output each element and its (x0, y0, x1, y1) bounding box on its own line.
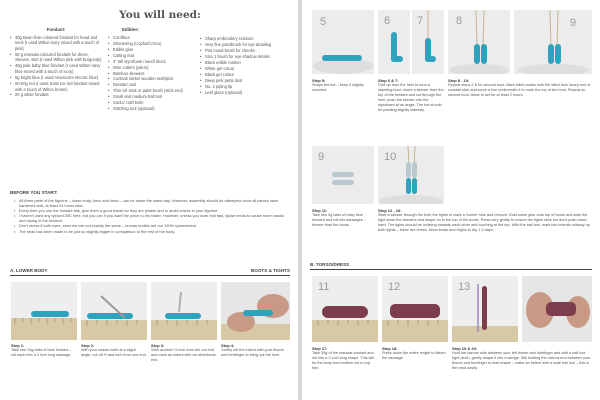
step-8-10-title: Step 8 - 10: (448, 78, 470, 83)
photo-number-8: 8 (456, 15, 463, 27)
photo-number-9-top: 9 (570, 17, 577, 29)
list-item: • Every time you use the fondant bits, give them a good knead so they are pliable and to avoid cracks in your figurine. (14, 208, 290, 213)
photo-number-7: 7 (417, 15, 424, 27)
tools-list (200, 36, 292, 95)
step-19-20-text: Hold the narrow side between your left thumb and forefinger and with a ball tool right pinch, gently shape it into a wedge. Still holding the narrow end between your thumb and forefinger to lead shape – make an indent with a wide ball tool – this is the neck cavity. (452, 351, 591, 370)
list-item: • Thin cel stick or paint brush (stick end) (108, 88, 198, 94)
step-8-photo (448, 10, 510, 74)
page-title: You will need: (119, 9, 201, 21)
fondant-column (10, 27, 102, 98)
list-item: • 4" tall styrofoam round/ block (108, 59, 198, 65)
list-item: • Cornflour (108, 35, 198, 41)
step-2-title: Step 2: (81, 343, 95, 348)
list-item: • Don't stress if both eyes, arms etc are not exactly the same – human bodies are not 100% symmetrical. (14, 223, 290, 228)
torso-label: B. TORSO/DRESS (310, 262, 350, 267)
list-item: • The head has been made to be just so slightly bigger in comparison to the rest of the body. (14, 229, 290, 234)
list-item: • Cocktail sticks/ wooden toothpick (108, 76, 198, 82)
boots-tights-label: BOOTS & TIGHTS (250, 268, 290, 273)
step-1-text: Take two 10g balls of blue fondant – roll each into a 3 inch long sausage. (11, 348, 72, 357)
step-5-photo (312, 10, 374, 74)
step-2-caption (81, 343, 147, 358)
list-item: • Deep pink petal dust (200, 78, 292, 84)
step-2-text: With your exacto knife at a slight angle, cut off ½ and inch from one end. (81, 348, 147, 357)
left-page (0, 0, 298, 400)
photo-number-12: 12 (388, 281, 401, 293)
step-18-photo (382, 276, 448, 342)
step-12-16-title: Step 12 - 16: (378, 208, 402, 213)
list-item: • Flat round brush for cheeks (200, 48, 292, 54)
step-4-caption (221, 343, 290, 358)
step-1-title: Step 1: (11, 343, 25, 348)
step-1-caption (11, 343, 77, 358)
list-item: • Black gel colour (200, 72, 292, 78)
step-19-photo (452, 276, 518, 342)
step-11-caption (312, 208, 374, 228)
step-11-title: Step 11: (312, 208, 328, 213)
step-5-caption (312, 78, 374, 93)
list-item: • 50-60g red (I used Satin Ice red fondant mixed with a touch of Wilton brown) (10, 81, 102, 92)
step-7-photo (412, 10, 444, 74)
list-item: • I haven't used any tylose/CMC here, but you can if you want the piece to dry faster. However, unless you work real fast, tylose tends to cause more cracks and drying in the fondant. (14, 213, 290, 223)
step-8-10-text: Repeat steps 2-6 for second boot. Mark stitch marks with the stitch tool/ sharp end of cocktail stick and score a line underneath it to mark the top of the boot. Repeat on second boot. Allow to set for at least 2 hours. (448, 83, 591, 97)
list-item: • Cutting mat (108, 53, 198, 59)
step-4-title: Step 4: (221, 343, 235, 348)
edibles-column (108, 27, 198, 112)
fondant-list (10, 35, 102, 98)
step-17-photo (312, 276, 378, 342)
list-item: • Very fine paintbrush for eye detailing (200, 42, 292, 48)
list-item: • Xacto/ craft knife (108, 100, 198, 106)
list-item: • Stitching tool (optional) (108, 106, 198, 112)
list-item: • Leaf glaze (optional) (200, 90, 292, 96)
step-6-photo (378, 10, 410, 74)
step-5-title: Step 5: (312, 78, 326, 83)
step-17-caption (312, 346, 378, 371)
list-item: • Black edible marker (200, 60, 292, 66)
lower-body-label: A. LOWER BODY (10, 268, 48, 273)
before-you-start-list (14, 198, 290, 234)
step-10-photo (514, 10, 592, 74)
step-1-photo (11, 282, 77, 340)
torso-section-bar (310, 262, 592, 270)
step-4-text: Gently roll the indent with your thumb and forefinger to bring out the heel. (221, 348, 284, 357)
step-4-photo (221, 282, 290, 340)
list-item: • Sharp embroidery scissors (200, 36, 292, 42)
edibles-heading: Edibles: (122, 27, 140, 32)
step-19-20-title: Step 19 & 20: (452, 346, 478, 351)
photo-number-10: 10 (384, 151, 397, 163)
lower-body-section-bar (10, 268, 290, 276)
step-18-title: Step 18: (382, 346, 398, 351)
step-12-16-text: Slide a skewer through the both the tights to mark a 'tunnel' hole and remove. Dust some glue onto top of boots and slide the tight down the skewers and shape on to the top of the boots. Press very gently to ensure the tights stick but don't push down hard. The tights should be inclining towards each other and touching at the top. With the ball tool, mark two indents midway up both tights – these are knees. Allow boots and thighs to dry 1-2 days. (378, 213, 590, 232)
list-item: • 50 g marsala-coloured fondant for dress, sleeves, skirt (I used Wilton pink with burgundy) (10, 52, 102, 63)
fondant-heading: Fondant: (46, 27, 66, 32)
step-17-text: Take 30g of the marsala fondant and roll into a 2 inch long shape. This will be the body from bottom cut to top trim. (312, 351, 374, 370)
step-12-photo (378, 146, 444, 204)
step-6-7-text: Fold up from the heel to form a standing boot. Insert a skewer from the top of the fondant and cut through the heel, push the skewer into the styrofoam at an angle. The toe should be pointing slightly sideway. (378, 83, 444, 112)
tools-column (200, 36, 292, 96)
list-item: • 5g bright blue (I used Americolor electric blue) (10, 75, 102, 81)
step-3-title: Step 3: (151, 343, 165, 348)
step-3-text: Stick another ½ inch from the cut end and mark an indent with cel stick/brush end. (151, 348, 217, 362)
list-item: • 20 g white fondant (10, 92, 102, 98)
list-item: • 30g Bean lime-coloured fondant for head and neck (I used Wilton ivory mixed with a touch of pink) (10, 35, 102, 52)
step-18-caption (382, 346, 448, 361)
list-item: • Shortening (Copha/Crisco) (108, 41, 198, 47)
step-6-7-title: Step 6 & 7: (378, 78, 399, 83)
list-item: • No. 2 piping tip (200, 84, 292, 90)
right-page (302, 0, 600, 400)
list-item: • Wire cutters (pliers) (108, 65, 198, 71)
list-item: • Bamboo skewers (108, 71, 198, 77)
list-item: • Dresden tool (108, 82, 198, 88)
photo-number-13: 13 (458, 281, 471, 293)
list-item: • All three parts of the figurine – lower body, torso and head – can be made the same day. However, assembly should be attempted once all pieces have hardened well, at least 24 hours later. (14, 198, 290, 208)
edibles-list (108, 35, 198, 112)
list-item: • Small and medium ball tool (108, 94, 198, 100)
before-you-start-heading: BEFORE YOU START: (10, 190, 58, 195)
step-5-text: Shape the toe – keep it slightly rounded. (312, 83, 364, 92)
step-3-caption (151, 343, 217, 363)
step-11-photo (312, 146, 374, 204)
list-item: • 40g pale baby blue fondant (I used Wilton navy blue mixed with a touch of ivory) (10, 63, 102, 74)
step-8-10-caption (448, 78, 592, 98)
step-12-16-caption (378, 208, 592, 233)
step-3-photo (151, 282, 217, 340)
step-11-text: Take two 2g balls of baby blue fondant and roll into sausages – thinner than the boots. (312, 213, 366, 227)
step-20-photo (522, 276, 592, 342)
step-19-20-caption (452, 346, 592, 371)
list-item: • Size 1 brush for eye shadow details (200, 54, 292, 60)
step-6-7-caption (378, 78, 444, 113)
step-2-photo (81, 282, 147, 340)
list-item: • Edible glue (108, 47, 198, 53)
photo-number-9: 9 (318, 151, 325, 163)
step-17-title: Step 17: (312, 346, 328, 351)
list-item: • White gel colour (200, 66, 292, 72)
photo-number-6: 6 (384, 15, 391, 27)
photo-number-11: 11 (318, 281, 330, 293)
step-18-text: Press down the entire length to flatten the sausage. (382, 351, 446, 360)
photo-number-5: 5 (320, 16, 327, 28)
